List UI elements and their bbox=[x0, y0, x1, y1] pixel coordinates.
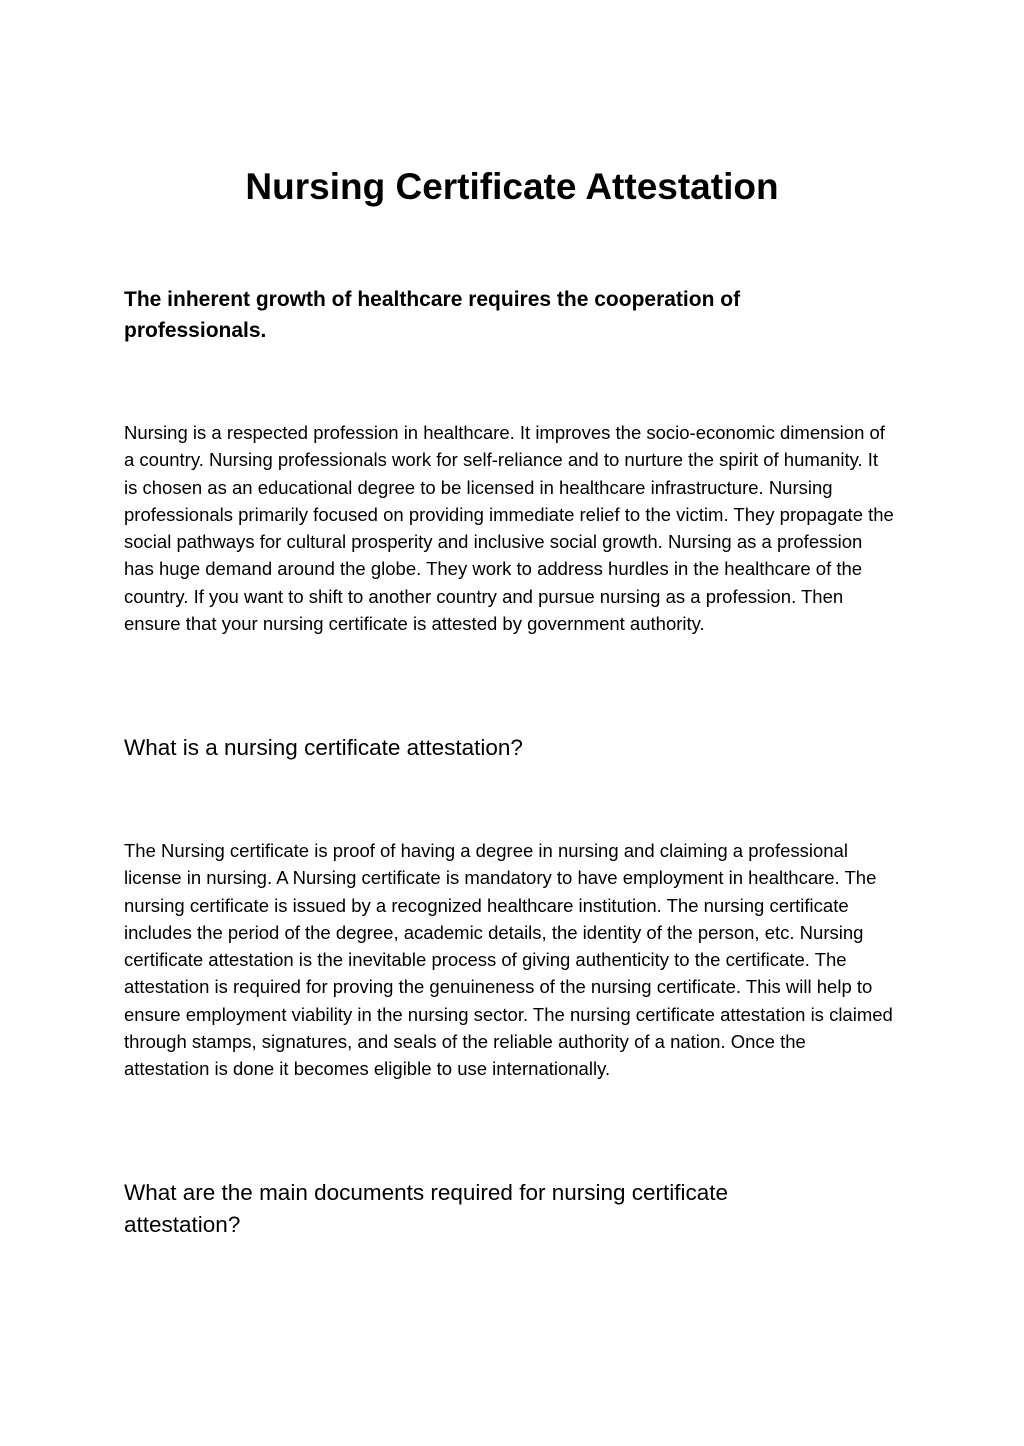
section-heading-what-is: What is a nursing certificate attestation? bbox=[124, 735, 523, 760]
paragraph-intro: Nursing is a respected profession in healthcare. It improves the socio-economic dimension of a country. Nursing professionals work for self-reliance and to nurture the spirit of humanity. It is chosen as an educational degree to be licensed in healthcare infrastructure. Nursing professionals primarily focused on providing immediate relief to the victim. They propagate the social pathways for cultural prosperity and inclusive social growth. Nursing as a profession has huge demand around the globe. They work to address hurdles in the healthcare of the country. If you want to shift to another country and pursue nursing as a profession. Then ensure that your nursing certificate is attested by government authority. bbox=[124, 422, 894, 635]
section-heading-documents-required: What are the main documents required for nursing certificate attestation? bbox=[124, 1180, 729, 1237]
document-title: Nursing Certificate Attestation bbox=[245, 166, 779, 207]
document-subtitle: The inherent growth of healthcare requires the cooperation of professionals. bbox=[124, 288, 741, 342]
paragraph-definition: The Nursing certificate is proof of having a degree in nursing and claiming a professional license in nursing. A Nursing certificate is mandatory to have employment in healthcare. The nursing certificate is issued by a recognized healthcare institution. The nursing certificate includes the period of the degree, academic details, the identity of the person, etc. Nursing certificate attestation is the inevitable process of giving authenticity to the certificate. The attestation is required for proving the genuineness of the nursing certificate. This will help to ensure employment viability in the nursing sector. The nursing certificate attestation is claimed through stamps, signatures, and seals of the reliable authority of a nation. Once the attestation is done it becomes eligible to use internationally. bbox=[124, 840, 893, 1080]
